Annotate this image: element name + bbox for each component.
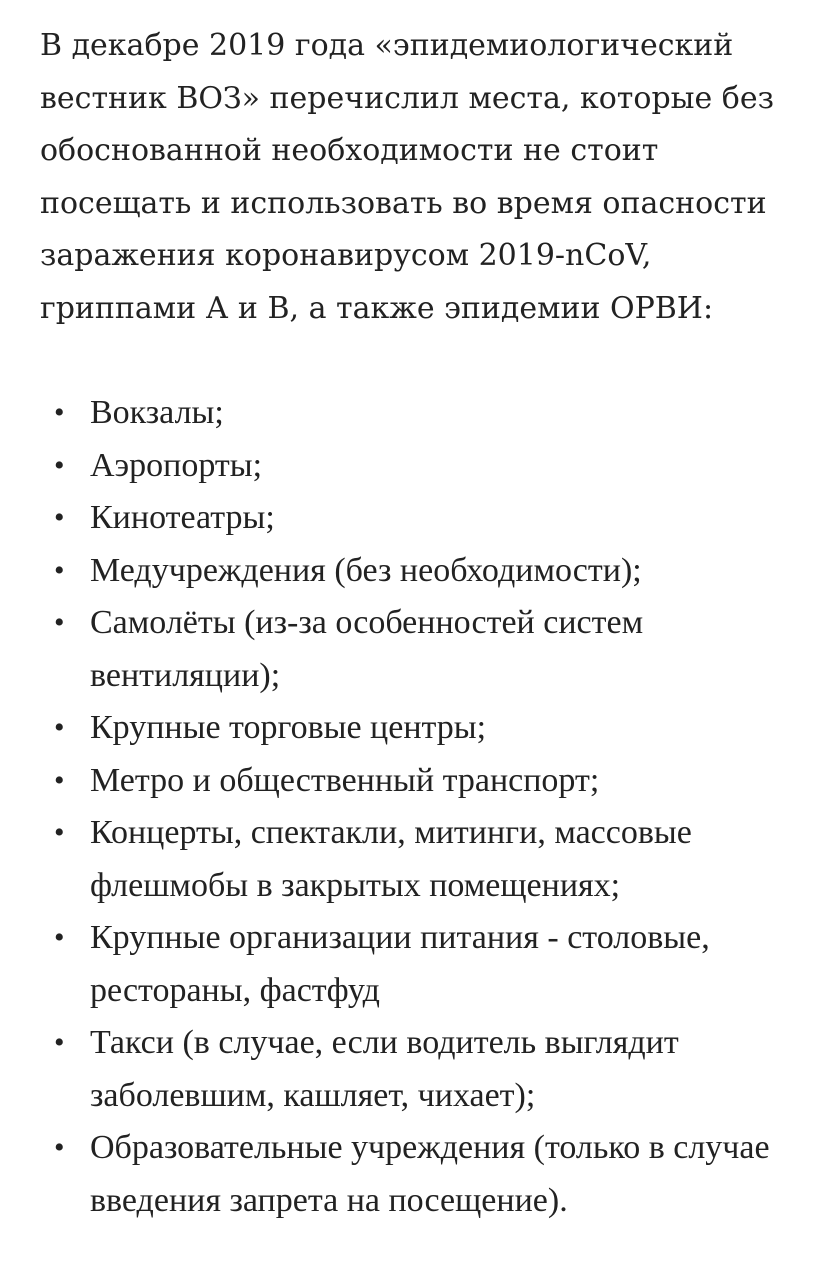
list-item-text: Крупные организации питания - столовые, рестораны, фастфуд <box>90 919 710 1009</box>
list-item <box>40 755 800 808</box>
list-item-text: Аэропорты; <box>90 446 263 484</box>
bullet-icon: • <box>54 711 65 744</box>
list-item <box>40 387 800 440</box>
intro-paragraph: В декабре 2019 года «эпидемиологический вестник ВОЗ» перечислил места, которые без обоснованной необходимости не стоит посещать и использовать во время опасности заражения коронавирусом 2019-nCoV, гриппами А и В, а также эпидемии ОРВИ: <box>40 28 774 326</box>
bullet-icon: • <box>54 921 65 954</box>
list-item <box>40 597 800 702</box>
places-list <box>40 387 800 1227</box>
list-item-text: Образовательные учреждения (только в случае введения запрета на посещение). <box>90 1129 770 1219</box>
list-item <box>40 912 800 1017</box>
list-item-text: Вокзалы; <box>90 394 224 431</box>
bullet-icon: • <box>54 501 65 534</box>
article-body <box>40 20 800 1227</box>
list-item <box>40 1122 800 1227</box>
bullet-icon: • <box>54 448 65 482</box>
list-item <box>40 807 800 912</box>
list-item <box>40 702 800 755</box>
bullet-icon: • <box>54 553 65 587</box>
bullet-icon: • <box>54 763 65 797</box>
bullet-icon: • <box>54 1131 65 1164</box>
list-item-text: Такси (в случае, если водитель выглядит заболевшим, кашляет, чихает); <box>90 1024 679 1114</box>
bullet-icon: • <box>54 606 65 639</box>
list-item-text: Концерты, спектакли, митинги, массовые флешмобы в закрытых помещениях; <box>90 814 692 904</box>
list-item <box>40 1017 800 1122</box>
list-item-text: Медучреждения (без необходимости); <box>90 551 642 589</box>
list-item <box>40 440 800 493</box>
list-item-text: Метро и общественный транспорт; <box>90 761 600 799</box>
list-item <box>40 492 800 545</box>
list-item-text: Кинотеатры; <box>90 499 275 536</box>
bullet-icon: • <box>54 1026 65 1059</box>
bullet-icon: • <box>54 816 65 849</box>
list-item-text: Крупные торговые центры; <box>90 709 487 746</box>
list-item-text: Самолёты (из-за особенностей систем вентиляции); <box>90 604 644 694</box>
list-item <box>40 545 800 598</box>
bullet-icon: • <box>54 396 65 429</box>
